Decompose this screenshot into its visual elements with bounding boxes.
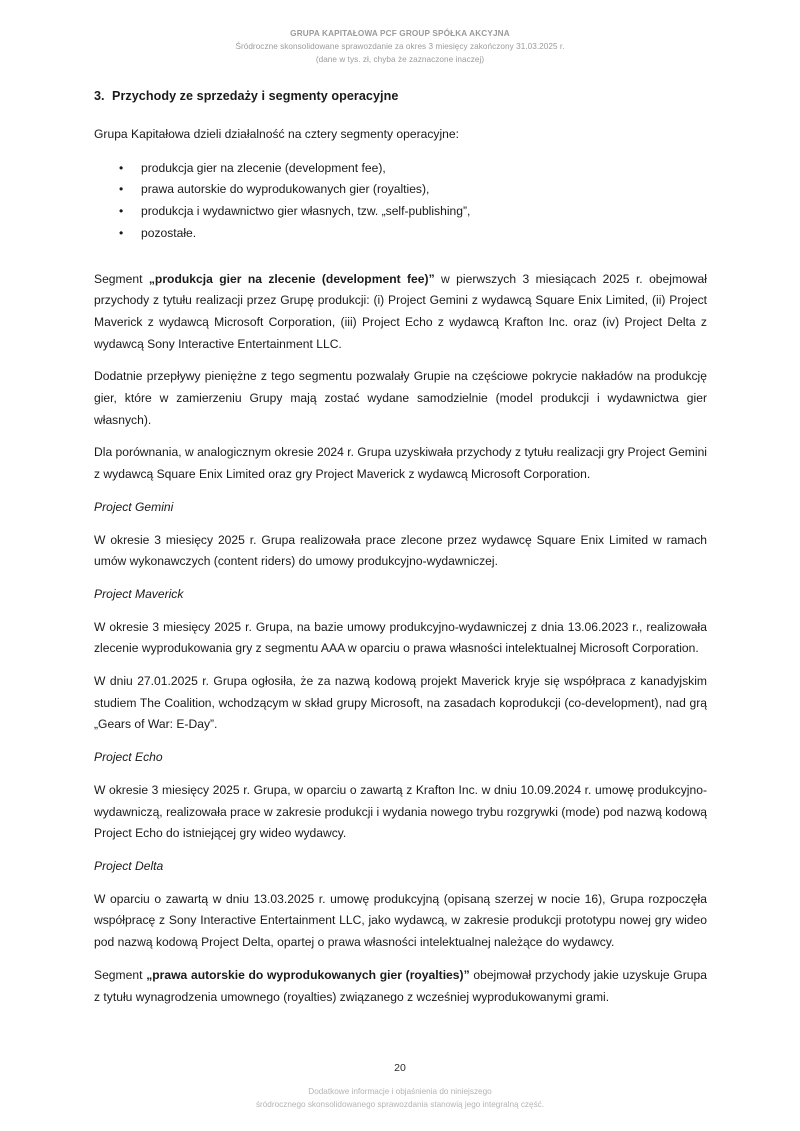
list-item bbox=[94, 158, 707, 180]
section-title-text: Przychody ze sprzedaży i segmenty operacyjne bbox=[112, 89, 399, 103]
project-maverick-paragraph-1: W okresie 3 miesięcy 2025 r. Grupa, na bazie umowy produkcyjno-wydawniczej z dnia 13.06.2023 r., realizowała zlecenie wyprodukowania gry z segmentu AAA w oparciu o prawa własności intelektualnej Microsoft Corporation. bbox=[94, 619, 707, 656]
royalties-rest: obejmował przychody jakie uzyskuje Grupa z tytułu wynagrodzenia umownego (royalties) związanego z wcześniej wyprodukowanymi grami. bbox=[94, 967, 707, 1004]
project-delta-heading: Project Delta bbox=[94, 858, 164, 873]
list-item bbox=[94, 223, 707, 245]
bullet-icon: • bbox=[119, 204, 124, 219]
project-maverick-paragraph-2: W dniu 27.01.2025 r. Grupa ogłosiła, że za nazwą kodową projekt Maverick kryje się współpraca z kanadyjskim studiem The Coalition, wchodzącym w skład grupy Microsoft, na zasadach koprodukcji (co-development), nad grą „Gears of War: E-Day”. bbox=[94, 674, 707, 732]
project-gemini-paragraph: W okresie 3 miesięcy 2025 r. Grupa realizowała prace zlecone przez wydawcę Square Enix Limited w ramach umów wykonawczych (content riders) do umowy produkcyjno-wydawniczej. bbox=[94, 532, 707, 569]
document-body bbox=[94, 88, 707, 1019]
header-report-period: Śródroczne skonsolidowane sprawozdanie za okres 3 miesięcy zakończony 31.03.2025 r. bbox=[235, 42, 565, 51]
project-echo-heading: Project Echo bbox=[94, 750, 163, 765]
project-gemini-heading: Project Gemini bbox=[94, 499, 174, 514]
header-company-name: GRUPA KAPITAŁOWA PCF GROUP SPÓŁKA AKCYJNA bbox=[290, 29, 510, 38]
project-maverick-heading: Project Maverick bbox=[94, 586, 184, 601]
list-item-label: pozostałe. bbox=[141, 225, 197, 240]
footer-note-line-1: Dodatkowe informacje i objaśnienia do niniejszego bbox=[308, 1087, 492, 1096]
project-delta-paragraph: W oparciu o zawartą w dniu 13.03.2025 r. umowę produkcyjną (opisaną szerzej w nocie 16), Grupa rozpoczęła współpracę z Sony Interactive Entertainment LLC, jako wydawcą, w zakresie produkcji prototypu nowej gry wideo pod nazwą kodową Project Delta, opartej o prawa własności intelektualnej należące do wydawcy. bbox=[94, 891, 707, 950]
operating-segments-list bbox=[94, 158, 707, 245]
list-item-label: prawa autorskie do wyprodukowanych gier (royalties), bbox=[141, 182, 430, 197]
bullet-icon: • bbox=[119, 225, 124, 240]
bullet-icon: • bbox=[119, 182, 124, 197]
cashflow-paragraph: Dodatnie przepływy pieniężne z tego segmentu pozwalały Grupie na częściowe pokrycie nakładów na produkcję gier, które w zamierzeniu Grupy mają zostać wydane samodzielnie (model produkcji i wydawnictwa gier własnych). bbox=[94, 369, 707, 427]
page-title bbox=[94, 88, 707, 104]
project-echo-paragraph: W okresie 3 miesięcy 2025 r. Grupa, w oparciu o zawartą z Krafton Inc. w dniu 10.09.2024 r. umowę produkcyjno-wydawniczą, realizowała prace w zakresie produkcji i wydania nowego trybu rozgrywki (mode) pod nazwą kodową Project Echo do istniejącej gry wideo wydawcy. bbox=[94, 782, 707, 841]
page-number: 20 bbox=[394, 1062, 406, 1074]
dev-fee-rest: w pierwszych 3 miesiącach 2025 r. obejmował przychody z tytułu realizacji przez Grupę produkcji: (i) Project Gemini z wydawcą Square Enix Limited, (ii) Project Maverick z wydawcą Microsoft Corporation, (iii) Project Echo z wydawcą Krafton Inc. oraz (iv) Project Delta z wydawcą Sony Interactive Entertainment LLC. bbox=[94, 271, 707, 351]
comparison-paragraph: Dla porównania, w analogicznym okresie 2024 r. Grupa uzyskiwała przychody z tytułu realizacji gry Project Gemini z wydawcą Square Enix Limited oraz gry Project Maverick z wydawcą Microsoft Corporation. bbox=[94, 445, 707, 482]
section-number: 3. bbox=[94, 89, 105, 103]
dev-fee-segment-name: „produkcja gier na zlecenie (development fee)” bbox=[148, 271, 435, 286]
dev-fee-prefix: Segment bbox=[94, 271, 149, 286]
header-units-note: (dane w tys. zł, chyba że zaznaczone inaczej) bbox=[315, 55, 485, 64]
royalties-segment-paragraph bbox=[94, 965, 707, 1008]
royalties-segment-name: „prawa autorskie do wyprodukowanych gier (royalties)” bbox=[146, 967, 470, 982]
list-item-label: produkcja i wydawnictwo gier własnych, tzw. „self-publishing”, bbox=[141, 204, 471, 219]
list-item-label: produkcja gier na zlecenie (development fee), bbox=[141, 160, 386, 175]
segments-intro-paragraph: Grupa Kapitałowa dzieli działalność na cztery segmenty operacyjne: bbox=[94, 127, 460, 141]
development-fee-segment-paragraph bbox=[94, 269, 707, 356]
list-item bbox=[94, 179, 707, 201]
royalties-prefix: Segment bbox=[94, 967, 147, 982]
document-footer bbox=[0, 1085, 800, 1111]
list-item bbox=[94, 201, 707, 223]
document-header bbox=[0, 27, 800, 66]
footer-note-line-2: śródrocznego skonsolidowanego sprawozdania stanowią jego integralną część. bbox=[255, 1100, 545, 1109]
bullet-icon: • bbox=[119, 160, 124, 175]
